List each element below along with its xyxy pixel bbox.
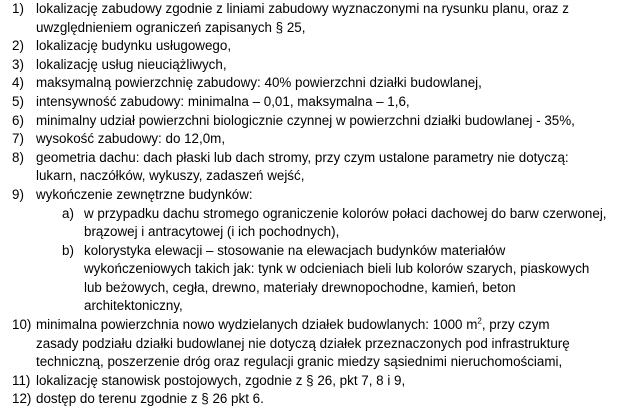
sub-item-letter: b) bbox=[62, 242, 74, 258]
item-text: zasady podziału działki budowlanej nie dotyczą działek przeznaczonych pod infrastrukturę bbox=[36, 335, 570, 351]
sub-item-a bbox=[0, 205, 638, 224]
item-text: lokalizację budynku usługowego, bbox=[36, 38, 232, 54]
list-item-4 bbox=[0, 74, 638, 93]
sub-item-a-cont bbox=[0, 223, 638, 242]
item-text: techniczną, poszerzenie dróg oraz regulacji granic miedzy sąsiednimi nieruchomościami, bbox=[36, 354, 563, 370]
sub-item-b-cont bbox=[0, 279, 638, 298]
sub-item-text: wykończeniowych takich jak: tynk w odcieniach bieli lub kolorów szarych, piaskowych bbox=[84, 261, 590, 277]
item-text: intensywność zabudowy: minimalna – 0,01, maksymalna – 1,6, bbox=[36, 93, 410, 109]
list-item-7 bbox=[0, 130, 638, 149]
list-item-10-cont bbox=[0, 353, 638, 372]
item-text: lokalizację usług nieuciążliwych, bbox=[36, 56, 227, 72]
sub-item-text: w przypadku dachu stromego ograniczenie kolorów połaci dachowej do barw czerwonej, bbox=[84, 205, 607, 221]
list-item-8-cont bbox=[0, 167, 638, 186]
sub-item-text: brązowej i antracytowej (i ich pochodnych), bbox=[84, 224, 340, 240]
item-text: lukarn, naczółków, wykuszy, zadaszeń wejść, bbox=[36, 168, 305, 184]
item-text: geometria dachu: dach płaski lub dach stromy, przy czym ustalone parametry nie dotyczą: bbox=[36, 149, 569, 165]
list-item-10 bbox=[0, 316, 638, 335]
list-item-3 bbox=[0, 56, 638, 75]
list-item-11 bbox=[0, 372, 638, 391]
list-item-12 bbox=[0, 390, 638, 409]
item-number: 7) bbox=[12, 131, 24, 147]
sub-item-b-cont bbox=[0, 297, 638, 316]
item-number: 2) bbox=[12, 38, 24, 54]
item-number: 3) bbox=[12, 56, 24, 72]
sub-item-letter: a) bbox=[62, 205, 74, 221]
item-number: 6) bbox=[12, 112, 24, 128]
sub-item-b-cont bbox=[0, 260, 638, 279]
item-text: wykończenie zewnętrzne budynków: bbox=[36, 186, 253, 202]
item-text: maksymalną powierzchnię zabudowy: 40% powierzchni działki budowlanej, bbox=[36, 75, 482, 91]
item-text: lokalizację stanowisk postojowych, zgodnie z § 26, pkt 7, 8 i 9, bbox=[36, 372, 406, 388]
list-item-9 bbox=[0, 186, 638, 205]
item-text: lokalizację zabudowy zgodnie z liniami zabudowy wyznaczonymi na rysunku planu, oraz z bbox=[36, 1, 569, 16]
item-text: minimalny udział powierzchni biologicznie czynnej w powierzchni działki budowlanej - 35%, bbox=[36, 112, 575, 128]
item-number: 9) bbox=[12, 186, 24, 202]
item-number: 10) bbox=[12, 317, 32, 333]
sub-item-text: kolorystyka elewacji – stosowanie na elewacjach budynków materiałów bbox=[84, 242, 506, 258]
item-text: uwzględnieniem ograniczeń zapisanych § 25, bbox=[36, 19, 306, 35]
item-number: 4) bbox=[12, 75, 24, 91]
list-item-8 bbox=[0, 149, 638, 168]
sub-item-b bbox=[0, 242, 638, 261]
item-number: 11) bbox=[12, 372, 31, 388]
item-number: 5) bbox=[12, 93, 24, 109]
list-item-5 bbox=[0, 93, 638, 112]
superscript: 2 bbox=[477, 316, 482, 326]
item-text: minimalna powierzchnia nowo wydzielanych działek budowlanych: 1000 $m^2$, przy czym bbox=[36, 316, 550, 333]
list-item-10-cont bbox=[0, 335, 638, 354]
item-number: 1) bbox=[12, 1, 24, 16]
sub-item-text: architektoniczny, bbox=[84, 298, 183, 314]
item-number: 8) bbox=[12, 149, 24, 165]
item-text: dostęp do terenu zgodnie z § 26 pkt 6. bbox=[36, 391, 264, 407]
item-text: wysokość zabudowy: do 12,0m, bbox=[36, 131, 226, 147]
list-item-2 bbox=[0, 37, 638, 56]
sub-item-text: lub beżowych, cegła, drewno, materiały drewnopochodne, kamień, beton bbox=[84, 279, 516, 295]
list-item-1-cont bbox=[0, 19, 638, 38]
item-number: 12) bbox=[12, 391, 32, 407]
list-item-6 bbox=[0, 112, 638, 131]
list-item-1 bbox=[0, 0, 638, 19]
